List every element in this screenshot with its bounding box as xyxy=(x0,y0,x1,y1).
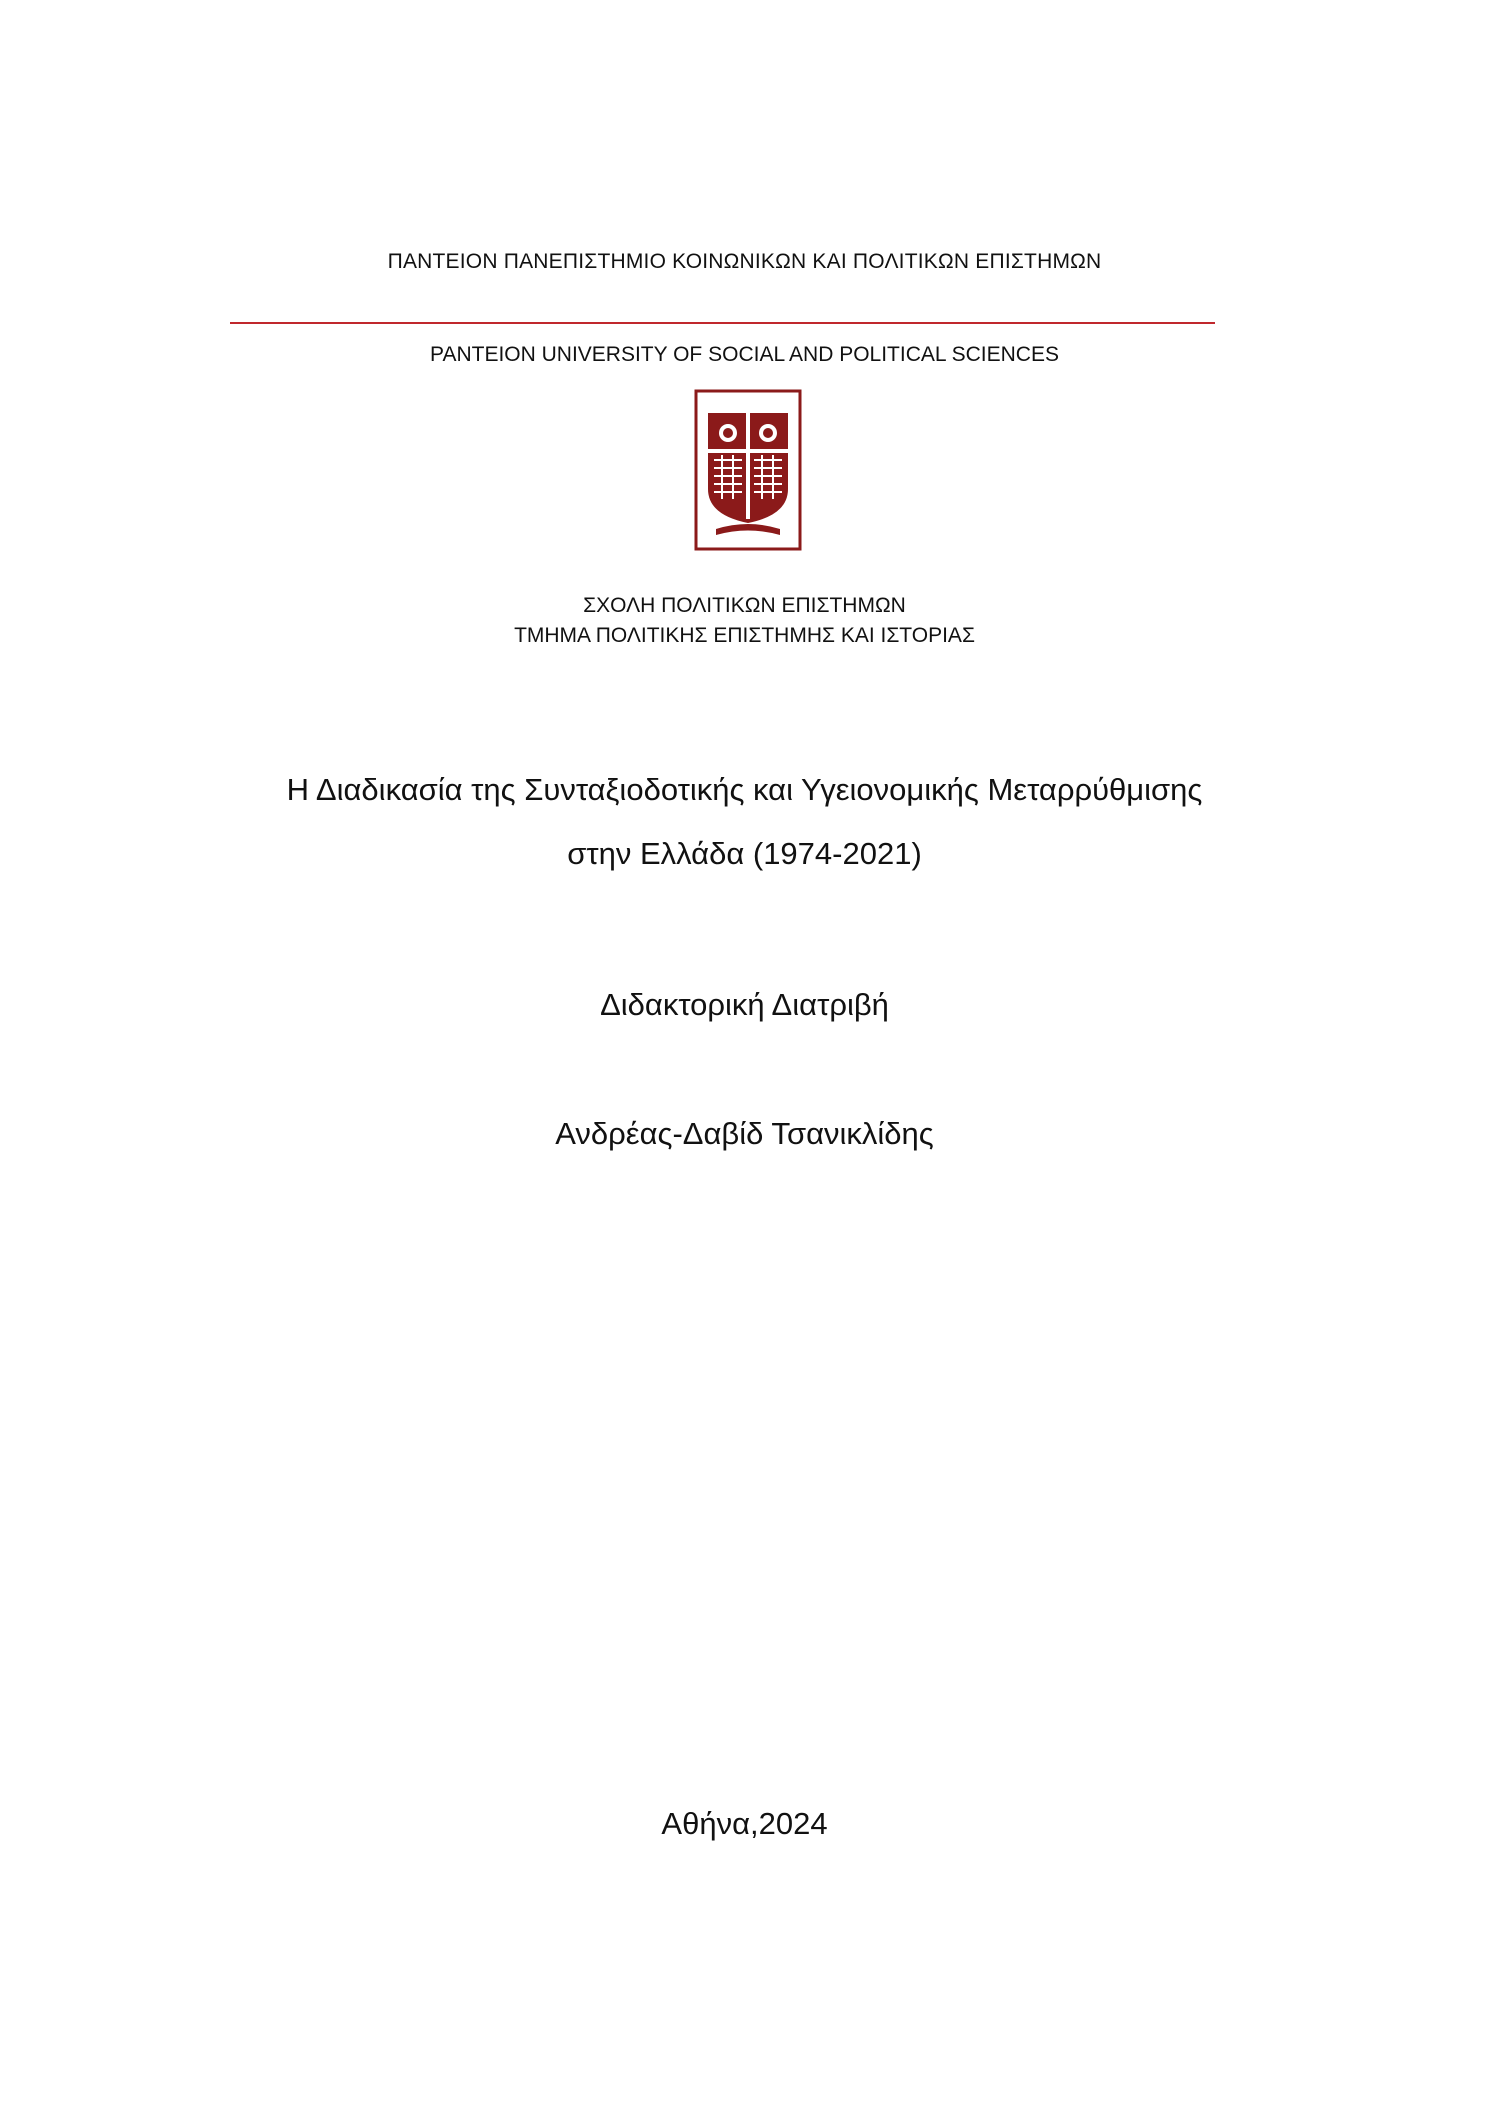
school-name: ΣΧΟΛΗ ΠΟΛΙΤΙΚΩΝ ΕΠΙΣΤΗΜΩΝ xyxy=(583,594,906,617)
thesis-title-line-1: Η Διαδικασία της Συνταξιοδοτικής και Υγειονομικής Μεταρρύθμισης xyxy=(286,772,1203,807)
thesis-title-line-2: στην Ελλάδα (1974-2021) xyxy=(567,836,922,871)
thesis-type: Διδακτορική Διατριβή xyxy=(600,987,889,1022)
university-name-greek: ΠΑΝΤΕΙΟΝ ΠΑΝΕΠΙΣΤΗΜΙΟ ΚΟΙΝΩΝΙΚΩΝ ΚΑΙ ΠΟΛΙΤΙΚΩΝ ΕΠΙΣΤΗΜΩΝ xyxy=(387,250,1102,273)
author-name: Ανδρέας-Δαβίδ Τσανικλίδης xyxy=(555,1116,934,1151)
header-divider xyxy=(230,322,1215,324)
department-name: ΤΜΗΜΑ ΠΟΛΙΤΙΚΗΣ ΕΠΙΣΤΗΜΗΣ ΚΑΙ ΙΣΤΟΡΙΑΣ xyxy=(514,624,975,647)
place-and-date: Αθήνα,2024 xyxy=(661,1806,828,1841)
university-crest-icon xyxy=(694,389,802,551)
university-name-english: PANTEION UNIVERSITY OF SOCIAL AND POLITICAL SCIENCES xyxy=(430,343,1059,366)
